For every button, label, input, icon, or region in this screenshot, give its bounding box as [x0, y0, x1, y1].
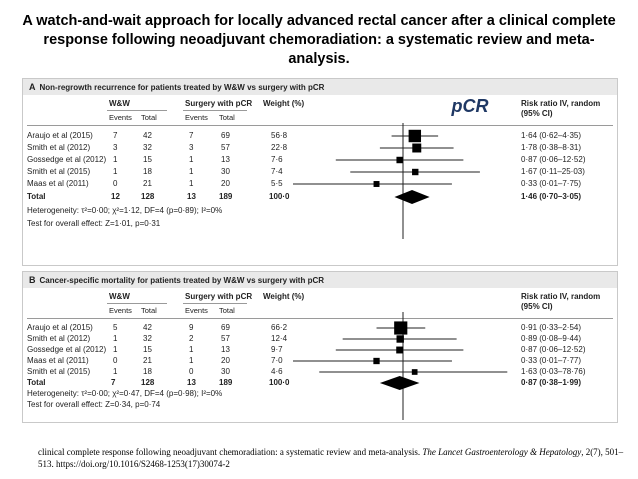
ww-events: 3 — [113, 143, 118, 152]
ww-events: 7 — [113, 131, 118, 140]
surgery-total: 30 — [221, 367, 230, 376]
study-label: Smith et al (2012) — [27, 143, 91, 152]
ww-events: 1 — [113, 345, 118, 354]
citation — [38, 446, 628, 470]
weight-value: 100·0 — [269, 192, 290, 201]
point-estimate-square — [412, 144, 421, 153]
surgery-events: 1 — [189, 167, 194, 176]
pooled-estimate-diamond — [394, 190, 429, 204]
surgery-total: 13 — [221, 345, 230, 354]
surgery-total: 57 — [221, 334, 230, 343]
surgery-total: 20 — [221, 356, 230, 365]
weight-value: 5·5 — [271, 179, 283, 188]
study-label: Gossedge et al (2012) — [27, 155, 107, 164]
point-estimate-square — [396, 157, 402, 163]
study-label: Maas et al (2011) — [27, 179, 89, 188]
point-estimate-square — [397, 335, 404, 342]
point-estimate-square — [412, 369, 418, 375]
surgery-events: 1 — [189, 179, 194, 188]
surgery-total: 189 — [219, 192, 233, 201]
panel-a-title: Non-regrowth recurrence for patients treated by W&W vs surgery with pCR — [39, 83, 325, 92]
ww-total: 21 — [143, 356, 152, 365]
ww-events: 1 — [113, 367, 118, 376]
weight-value: 7·4 — [271, 167, 283, 176]
surgery-total-header: Total — [219, 113, 235, 122]
weight-value: 7·6 — [271, 155, 283, 164]
surgery-total-header: Total — [219, 306, 235, 315]
study-label: Araujo et al (2015) — [27, 131, 93, 140]
ww-events-header: Events — [109, 306, 132, 315]
panel-b-letter: B — [29, 275, 36, 285]
total-label: Total — [27, 192, 46, 201]
ww-header: W&W — [109, 292, 130, 301]
study-label: Smith et al (2015) — [27, 367, 91, 376]
surgery-events: 9 — [189, 323, 194, 332]
weight-value: 66·2 — [271, 323, 288, 332]
surgery-events: 2 — [189, 334, 194, 343]
surgery-total: 69 — [221, 131, 230, 140]
weight-value: 4·6 — [271, 367, 283, 376]
point-estimate-square — [373, 358, 379, 364]
risk-ratio-value: 1·64 (0·62–4·35) — [521, 131, 582, 140]
point-estimate-square — [412, 169, 418, 175]
surgery-events: 13 — [187, 378, 196, 387]
pcr-label: pCR — [451, 96, 489, 116]
surgery-total: 189 — [219, 378, 233, 387]
risk-ratio-value: 0·33 (0·01–7·75) — [521, 179, 582, 188]
citation-journal: The Lancet Gastroenterology & Hepatology — [422, 447, 582, 457]
risk-ratio-value: 1·63 (0·03–78·76) — [521, 367, 586, 376]
surgery-total: 13 — [221, 155, 230, 164]
weight-value: 7·0 — [271, 356, 283, 365]
surgery-events-header: Events — [185, 306, 208, 315]
ww-total: 18 — [143, 367, 152, 376]
ww-events: 1 — [113, 334, 118, 343]
ww-total: 15 — [143, 155, 152, 164]
citation-volume: , 2(7), 501–513. https://doi.org/10.1016/S2468-1253(17)30074-2 — [38, 447, 624, 469]
point-estimate-square — [394, 321, 407, 334]
surgery-events: 7 — [189, 131, 194, 140]
surgery-total: 57 — [221, 143, 230, 152]
study-label: Araujo et al (2015) — [27, 323, 93, 332]
heterogeneity-text: Heterogeneity: τ²=0·00; χ²=0·47, DF=4 (p=0·98); I²=0% — [27, 389, 223, 398]
weight-value: 22·8 — [271, 143, 288, 152]
ww-events: 12 — [111, 192, 120, 201]
ww-total: 42 — [143, 323, 152, 332]
point-estimate-square — [409, 130, 421, 142]
ww-total: 21 — [143, 179, 152, 188]
ww-total: 32 — [143, 334, 152, 343]
risk-ratio-value: 0·33 (0·01–7·77) — [521, 356, 582, 365]
ww-total-header: Total — [141, 306, 157, 315]
ww-header: W&W — [109, 99, 130, 108]
risk-ratio-value: 0·91 (0·33–2·54) — [521, 323, 582, 332]
risk-ratio-value: 0·87 (0·38–1·99) — [521, 378, 582, 387]
surgery-events: 13 — [187, 192, 196, 201]
surgery-events: 1 — [189, 155, 194, 164]
ww-events: 5 — [113, 323, 118, 332]
citation-text: clinical complete response following neoadjuvant chemoradiation: a systematic review and meta-analysis. — [38, 447, 421, 457]
point-estimate-square — [374, 181, 380, 187]
surgery-events: 1 — [189, 345, 194, 354]
ww-events: 0 — [113, 356, 118, 365]
surgery-total: 20 — [221, 179, 230, 188]
surgery-events: 1 — [189, 356, 194, 365]
forest-plot-b — [23, 272, 617, 422]
ww-events: 1 — [113, 155, 118, 164]
ww-total: 128 — [141, 192, 155, 201]
risk-ratio-value: 0·87 (0·06–12·52) — [521, 345, 586, 354]
panel-b-title: Cancer-specific mortality for patients treated by W&W vs surgery with pCR — [39, 276, 325, 285]
heterogeneity-text: Heterogeneity: τ²=0·00; χ²=1·12, DF=4 (p=0·89); I²=0% — [27, 206, 223, 215]
surgery-events-header: Events — [185, 113, 208, 122]
risk-ratio-header: Risk ratio IV, random — [521, 292, 601, 301]
risk-ratio-value: 0·87 (0·06–12·52) — [521, 155, 586, 164]
risk-ratio-value: 0·89 (0·08–9·44) — [521, 334, 582, 343]
study-label: Smith et al (2015) — [27, 167, 91, 176]
risk-ratio-value: 1·67 (0·11–25·03) — [521, 167, 585, 176]
forest-plot-panel-b — [22, 271, 618, 423]
forest-plot-a — [23, 79, 617, 265]
ww-total: 32 — [143, 143, 152, 152]
overall-effect-text: Test for overall effect: Z=0·34, p=0·74 — [27, 400, 161, 409]
ww-events: 0 — [113, 179, 118, 188]
study-label: Maas et al (2011) — [27, 356, 89, 365]
weight-value: 100·0 — [269, 378, 290, 387]
weight-value: 12·4 — [271, 334, 288, 343]
forest-plot-panel-a — [22, 78, 618, 266]
surgery-events: 0 — [189, 367, 194, 376]
risk-ratio-value: 1·46 (0·70–3·05) — [521, 192, 582, 201]
ww-total-header: Total — [141, 113, 157, 122]
weight-header: Weight (%) — [263, 99, 305, 108]
surgery-header: Surgery with pCR — [185, 99, 253, 108]
surgery-events: 3 — [189, 143, 194, 152]
risk-ratio-value: 1·78 (0·38–8·31) — [521, 143, 582, 152]
ww-events-header: Events — [109, 113, 132, 122]
ww-events: 1 — [113, 167, 118, 176]
weight-value: 9·7 — [271, 345, 283, 354]
ww-total: 18 — [143, 167, 152, 176]
slide-title: A watch-and-wait approach for locally advanced rectal cancer after a clinical complete response following neoadjuvant chemoradiation: a systematic review and meta-analysis. — [22, 13, 616, 67]
ww-events: 7 — [111, 378, 116, 387]
surgery-total: 69 — [221, 323, 230, 332]
pooled-estimate-diamond — [380, 376, 420, 390]
risk-ratio-header: Risk ratio IV, random — [521, 99, 601, 108]
study-label: Gossedge et al (2012) — [27, 345, 107, 354]
ww-total: 42 — [143, 131, 152, 140]
surgery-total: 30 — [221, 167, 230, 176]
surgery-header: Surgery with pCR — [185, 292, 253, 301]
weight-header: Weight (%) — [263, 292, 305, 301]
panel-a-letter: A — [29, 82, 36, 92]
overall-effect-text: Test for overall effect: Z=1·01, p=0·31 — [27, 219, 161, 228]
point-estimate-square — [396, 347, 403, 354]
risk-ratio-ci-header: (95% CI) — [521, 302, 553, 311]
risk-ratio-ci-header: (95% CI) — [521, 109, 553, 118]
ww-total: 128 — [141, 378, 155, 387]
study-label: Smith et al (2012) — [27, 334, 91, 343]
weight-value: 56·8 — [271, 131, 288, 140]
total-label: Total — [27, 378, 46, 387]
ww-total: 15 — [143, 345, 152, 354]
